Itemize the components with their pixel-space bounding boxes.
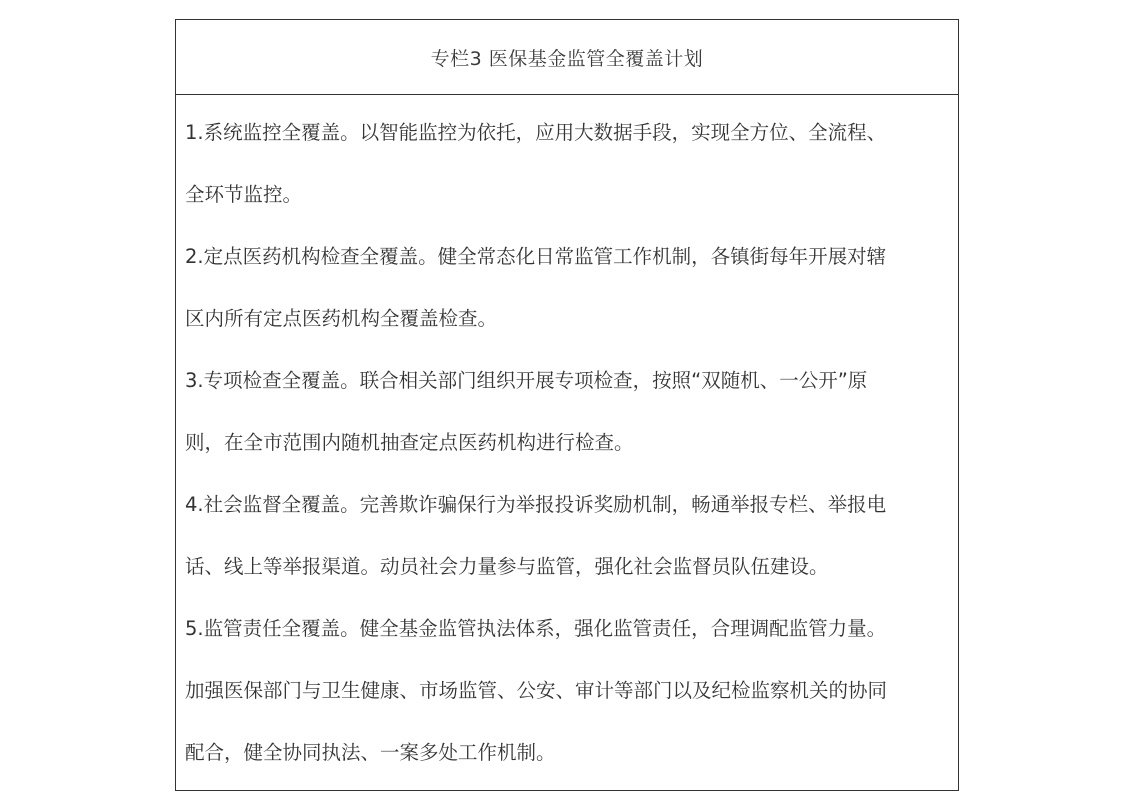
table-body [176, 95, 958, 784]
plan-item-5-line-3: 配合，健全协同执法、一案多处工作机制。 [185, 741, 556, 764]
plan-item-3-line-2: 则，在全市范围内随机抽查定点医药机构进行检查。 [185, 431, 634, 454]
plan-item-5-line-2: 加强医保部门与卫生健康、市场监管、公安、审计等部门以及纪检监察机关的协同 [185, 679, 888, 702]
plan-item-5-line-1: 5.监管责任全覆盖。健全基金监管执法体系，强化监管责任，合理调配监管力量。 [185, 617, 887, 640]
plan-item-5 [185, 598, 948, 784]
plan-item-2-line-1: 2.定点医药机构检查全覆盖。健全常态化日常监管工作机制，各镇街每年开展对辖 [185, 245, 887, 268]
plan-item-2 [185, 226, 948, 350]
plan-item-1-line-2: 全环节监控。 [185, 183, 303, 206]
plan-item-3 [185, 350, 948, 474]
plan-item-4-line-2: 话、线上等举报渠道。动员社会力量参与监管，强化社会监督员队伍建设。 [185, 555, 829, 578]
plan-item-4 [185, 474, 948, 598]
plan-item-2-line-2: 区内所有定点医药机构全覆盖检查。 [185, 307, 498, 330]
plan-item-4-line-1: 4.社会监督全覆盖。完善欺诈骗保行为举报投诉奖励机制，畅通举报专栏、举报电 [185, 493, 887, 516]
table-title: 专栏3 医保基金监管全覆盖计划 [430, 47, 704, 70]
plan-item-1 [185, 102, 948, 226]
plan-item-1-line-1: 1.系统监控全覆盖。以智能监控为依托，应用大数据手段，实现全方位、全流程、 [185, 121, 887, 144]
plan-table [175, 19, 959, 791]
plan-item-3-line-1: 3.专项检查全覆盖。联合相关部门组织开展专项检查，按照“双随机、一公开”原 [185, 369, 868, 392]
table-header [176, 20, 958, 95]
